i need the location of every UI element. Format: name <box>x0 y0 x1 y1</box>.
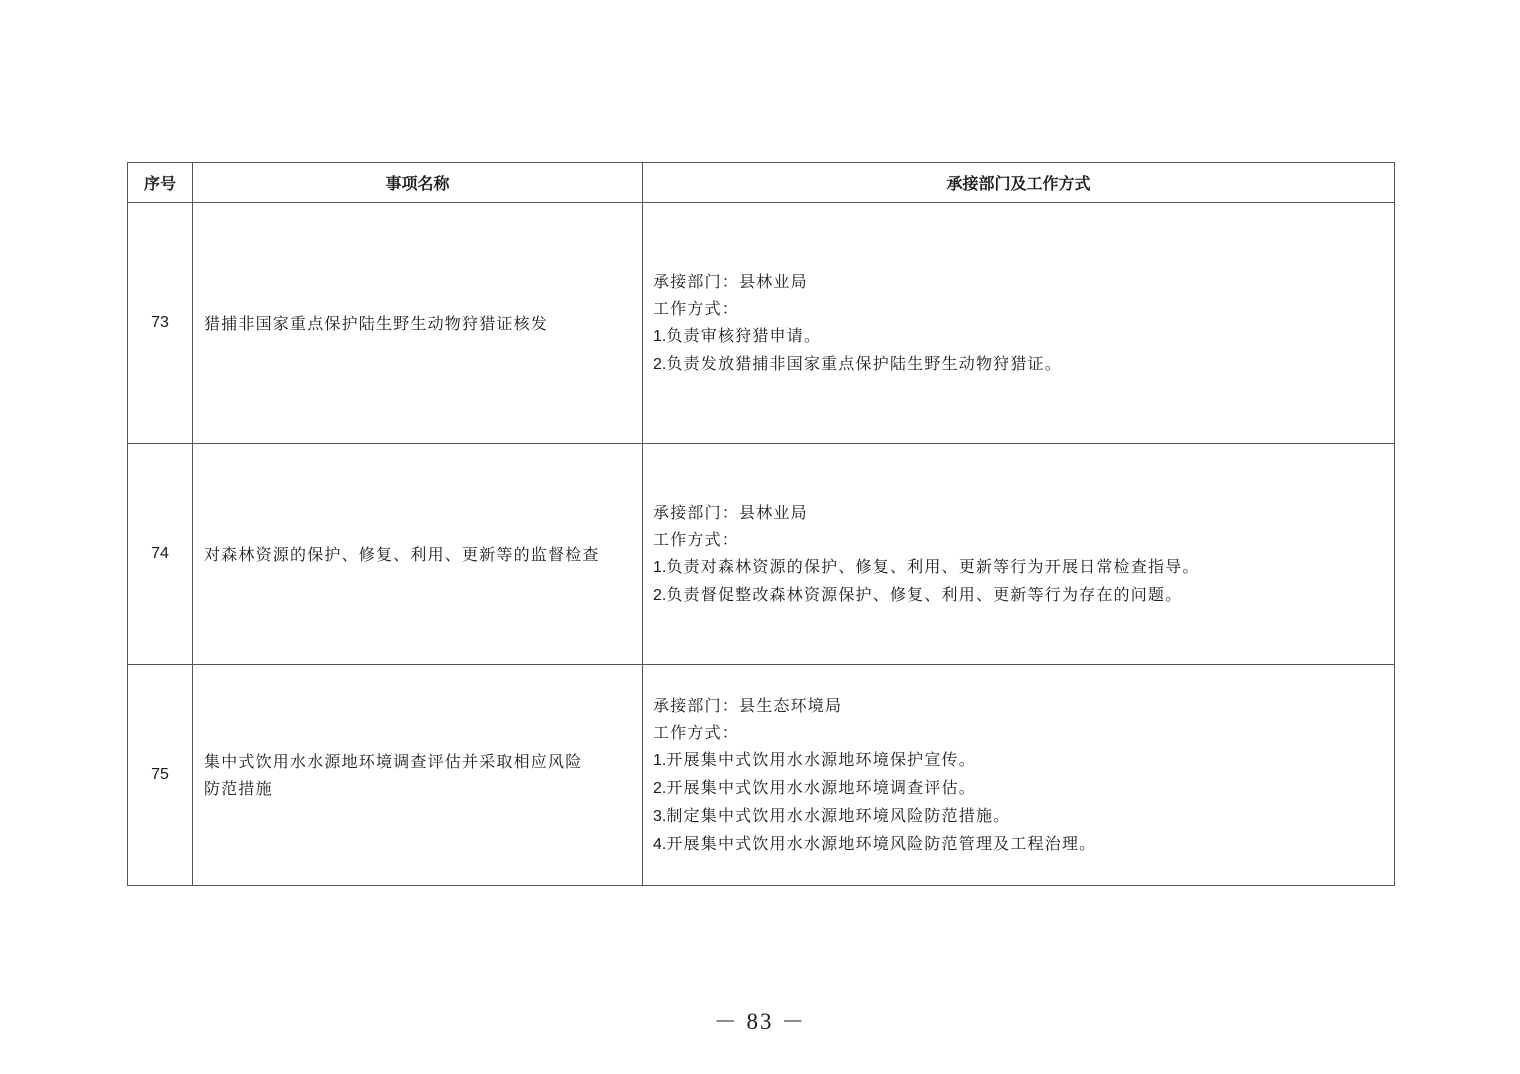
method-item <box>653 774 1386 802</box>
method-item-number: 1. <box>653 328 667 345</box>
method-item-text: 负责审核狩猎申请。 <box>666 326 822 345</box>
method-item-text: 开展集中式饮用水水源地环境保护宣传。 <box>666 750 976 769</box>
table-row <box>128 665 1395 886</box>
item-name-line: 对森林资源的保护、修复、利用、更新等的监督检查 <box>204 544 600 564</box>
items-table <box>127 162 1395 886</box>
row-serial-number: 75 <box>128 665 193 886</box>
method-item-number: 2. <box>653 587 667 604</box>
method-item <box>653 802 1386 830</box>
department-line: 承接部门：县林业局 <box>653 503 808 522</box>
table-header-row <box>128 163 1395 203</box>
department-line: 承接部门：县林业局 <box>653 272 808 291</box>
method-item-text: 开展集中式饮用水水源地环境风险防范管理及工程治理。 <box>666 834 1097 853</box>
table-row <box>128 203 1395 444</box>
row-department-method <box>643 203 1395 444</box>
method-item-number: 2. <box>653 780 667 797</box>
row-item-name <box>193 203 643 444</box>
method-item <box>653 581 1386 609</box>
method-item-text: 负责督促整改森林资源保护、修复、利用、更新等行为存在的问题。 <box>666 585 1183 604</box>
method-item <box>653 553 1386 581</box>
method-label: 工作方式： <box>653 530 740 549</box>
row-item-name <box>193 665 643 886</box>
method-item-text: 负责对森林资源的保护、修复、利用、更新等行为开展日常检查指导。 <box>666 557 1200 576</box>
method-label: 工作方式： <box>653 723 740 742</box>
item-name-line: 集中式饮用水水源地环境调查评估并采取相应风险 <box>204 752 583 771</box>
header-serial-number: 序号 <box>128 163 193 203</box>
method-item-text: 开展集中式饮用水水源地环境调查评估。 <box>666 778 976 797</box>
page-number: － 83 － <box>713 1009 807 1034</box>
method-item <box>653 746 1386 774</box>
row-item-name <box>193 444 643 665</box>
header-department-method: 承接部门及工作方式 <box>643 163 1395 203</box>
row-department-method <box>643 444 1395 665</box>
method-item-number: 2. <box>653 356 667 373</box>
method-item-text: 负责发放猎捕非国家重点保护陆生野生动物狩猎证。 <box>666 354 1062 373</box>
method-item-number: 1. <box>653 559 667 576</box>
method-label: 工作方式： <box>653 299 740 318</box>
header-item-name: 事项名称 <box>193 163 643 203</box>
method-item-text: 制定集中式饮用水水源地环境风险防范措施。 <box>666 806 1011 825</box>
method-item <box>653 350 1386 378</box>
method-item-number: 1. <box>653 752 667 769</box>
item-name-line: 防范措施 <box>204 779 273 798</box>
department-line: 承接部门：县生态环境局 <box>653 696 843 715</box>
row-department-method <box>643 665 1395 886</box>
method-item-number: 4. <box>653 836 667 853</box>
table-row <box>128 444 1395 665</box>
row-serial-number: 73 <box>128 203 193 444</box>
item-name-line: 猎捕非国家重点保护陆生野生动物狩猎证核发 <box>204 313 549 333</box>
row-serial-number: 74 <box>128 444 193 665</box>
method-item <box>653 830 1386 858</box>
method-item-number: 3. <box>653 808 667 825</box>
method-item <box>653 322 1386 350</box>
